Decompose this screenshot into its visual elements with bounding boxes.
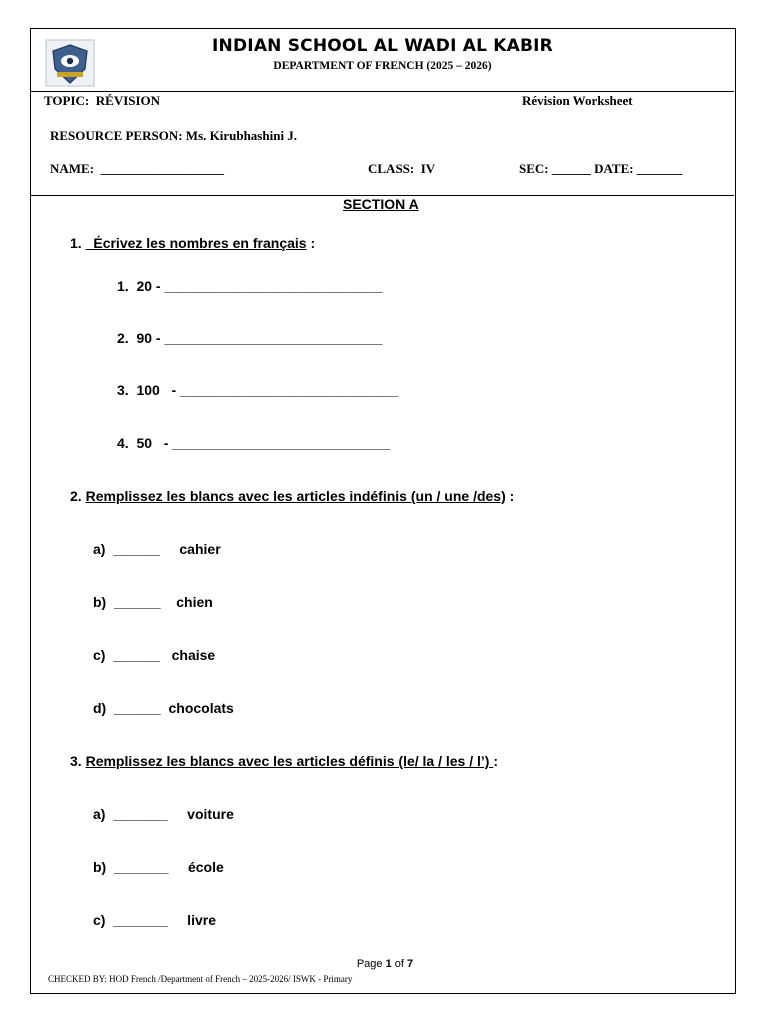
question-colon: : bbox=[505, 488, 515, 504]
section-title: SECTION A bbox=[343, 196, 419, 212]
checked-by-footer: CHECKED BY: HOD French /Department of French – 2025-2026/ ISWK - Primary bbox=[48, 974, 353, 984]
sec-date-field: SEC: ______ DATE: _______ bbox=[519, 161, 683, 176]
department-title: DEPARTMENT OF FRENCH (2025 – 2026) bbox=[273, 60, 492, 72]
list-item: a) _______ voiture bbox=[93, 806, 234, 822]
question-3 bbox=[70, 753, 498, 769]
list-item: c) ______ chaise bbox=[93, 647, 216, 663]
list-item: c) _______ livre bbox=[93, 912, 216, 928]
list-item: 4. 50 - ____________________________ bbox=[117, 435, 391, 451]
list-item: a) ______ cahier bbox=[93, 541, 221, 557]
question-title: Remplissez les blancs avec les articles indéfinis (un / une /des) bbox=[85, 488, 506, 504]
page-prefix: Page bbox=[356, 958, 386, 970]
page-number bbox=[0, 958, 770, 970]
name-field: NAME: ___________________ bbox=[50, 161, 225, 176]
question-number: 2. bbox=[70, 488, 82, 504]
resource-person: RESOURCE PERSON: Ms. Kirubhashini J. bbox=[50, 128, 298, 143]
question-number: 3. bbox=[70, 753, 82, 769]
topic-label: TOPIC: RÉVISION bbox=[44, 93, 161, 108]
list-item: d) ______ chocolats bbox=[93, 700, 234, 716]
question-1 bbox=[70, 235, 315, 251]
page-mid: of bbox=[391, 958, 408, 970]
list-item: b) _______ école bbox=[93, 859, 224, 875]
page-border bbox=[30, 28, 736, 994]
total-pages: 7 bbox=[407, 958, 414, 970]
school-name: INDIAN SCHOOL AL WADI AL KABIR bbox=[212, 36, 553, 56]
question-colon: : bbox=[306, 235, 316, 251]
list-item: 3. 100 - ____________________________ bbox=[117, 382, 399, 398]
current-page: 1 bbox=[385, 958, 392, 970]
worksheet-header bbox=[31, 29, 734, 196]
list-item: 1. 20 - ____________________________ bbox=[117, 278, 383, 294]
question-number: 1. bbox=[70, 235, 82, 251]
list-item: b) ______ chien bbox=[93, 594, 213, 610]
list-item: 2. 90 - ____________________________ bbox=[117, 330, 383, 346]
header-divider bbox=[31, 91, 734, 92]
question-colon: : bbox=[493, 753, 499, 769]
worksheet-label: Révision Worksheet bbox=[522, 93, 633, 108]
question-title: Écrivez les nombres en français bbox=[85, 235, 307, 251]
class-label: CLASS: IV bbox=[368, 161, 436, 176]
question-2 bbox=[70, 488, 514, 504]
question-title: Remplissez les blancs avec les articles définis (le/ la / les / l’) bbox=[85, 753, 494, 769]
